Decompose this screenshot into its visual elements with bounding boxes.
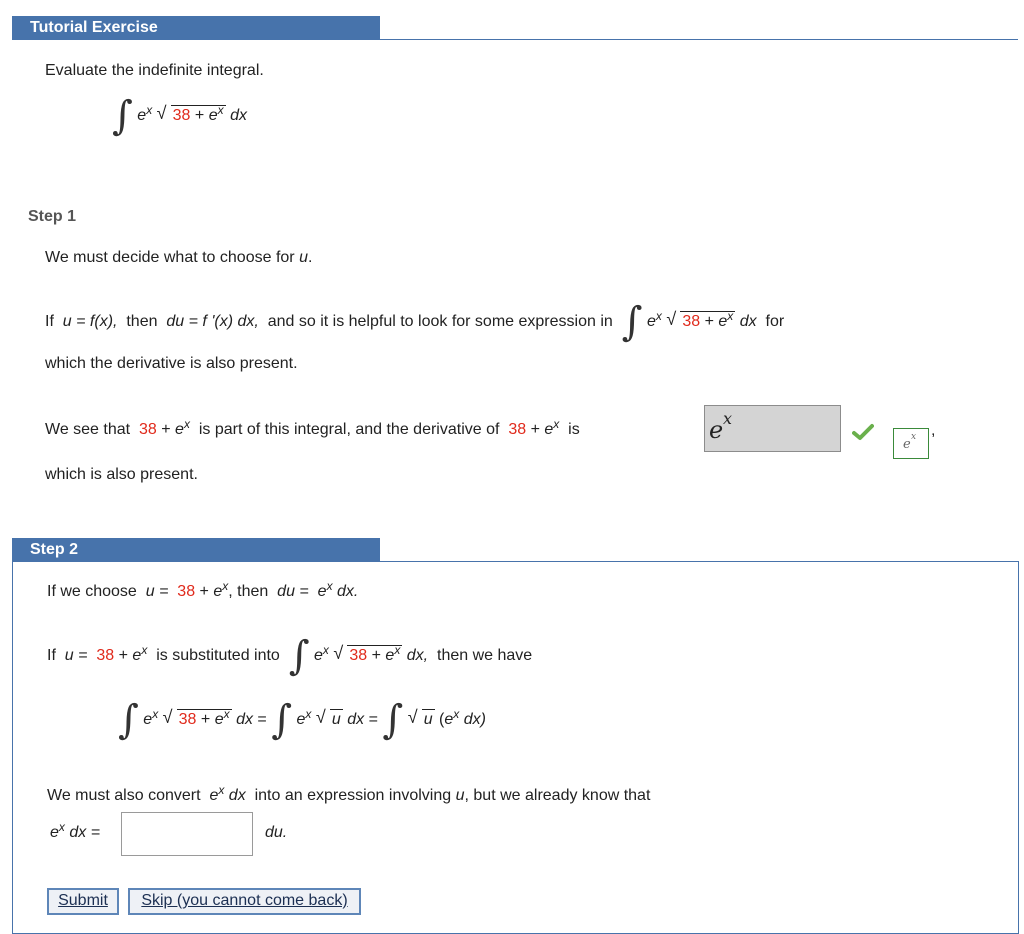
step1-line3: which the derivative is also present. [45, 355, 298, 372]
step2-equation: ∫ $e^x$ √ $38 + e^x$ dx = ∫ $e^x$ √ u dx = ∫ √ u ($e^x$ dx) [118, 697, 486, 743]
step2-line1: If we choose $u = 38 + e^x$, then du = $e^x$ dx. [47, 579, 359, 600]
du-label: du. [265, 824, 288, 841]
tutorial-rule [12, 39, 1018, 40]
answer-preview: e x [893, 428, 929, 459]
step1-label: Step 1 [28, 208, 77, 225]
check-icon [852, 423, 874, 441]
submit-button[interactable]: Submit [47, 888, 119, 915]
step2-line2: If $u = 38 + e^x$ is substituted into ∫ $e^x$ √ $38 + e^x$ dx, then we have [47, 633, 533, 679]
step1-line5: which is also present. [45, 466, 198, 483]
step1-line2: If u = f(x), then du = f '(x) dx, and so it is helpful to look for some expression in ∫ $e^x$ √ $38 + e^x$ dx for [45, 299, 785, 345]
prompt: Evaluate the indefinite integral. [45, 62, 264, 79]
step2-panel [12, 561, 1019, 934]
step2-line5-left: $e^x$ dx = [50, 820, 101, 841]
answer-exponent: x [723, 409, 733, 428]
du-coefficient-input[interactable] [121, 812, 253, 856]
main-integral: ∫ $e^x$ √ $38 + e^x$ dx [112, 93, 247, 139]
tutorial-tab: Tutorial Exercise [12, 16, 380, 40]
preview-comma: , [931, 422, 936, 439]
step1-line1: We must decide what to choose for u. [45, 249, 313, 266]
step2-tab: Step 2 [12, 538, 380, 562]
derivative-answer-field[interactable] [704, 405, 841, 452]
step2-line4: We must also convert $e^x$ dx into an expression involving u, but we already know that [47, 783, 651, 804]
skip-button[interactable]: Skip (you cannot come back) [128, 888, 361, 915]
step1-line4: We see that $38 + e^x$ is part of this integral, and the derivative of $38 + e^x$ is [45, 417, 580, 438]
answer-value: e [709, 416, 724, 444]
